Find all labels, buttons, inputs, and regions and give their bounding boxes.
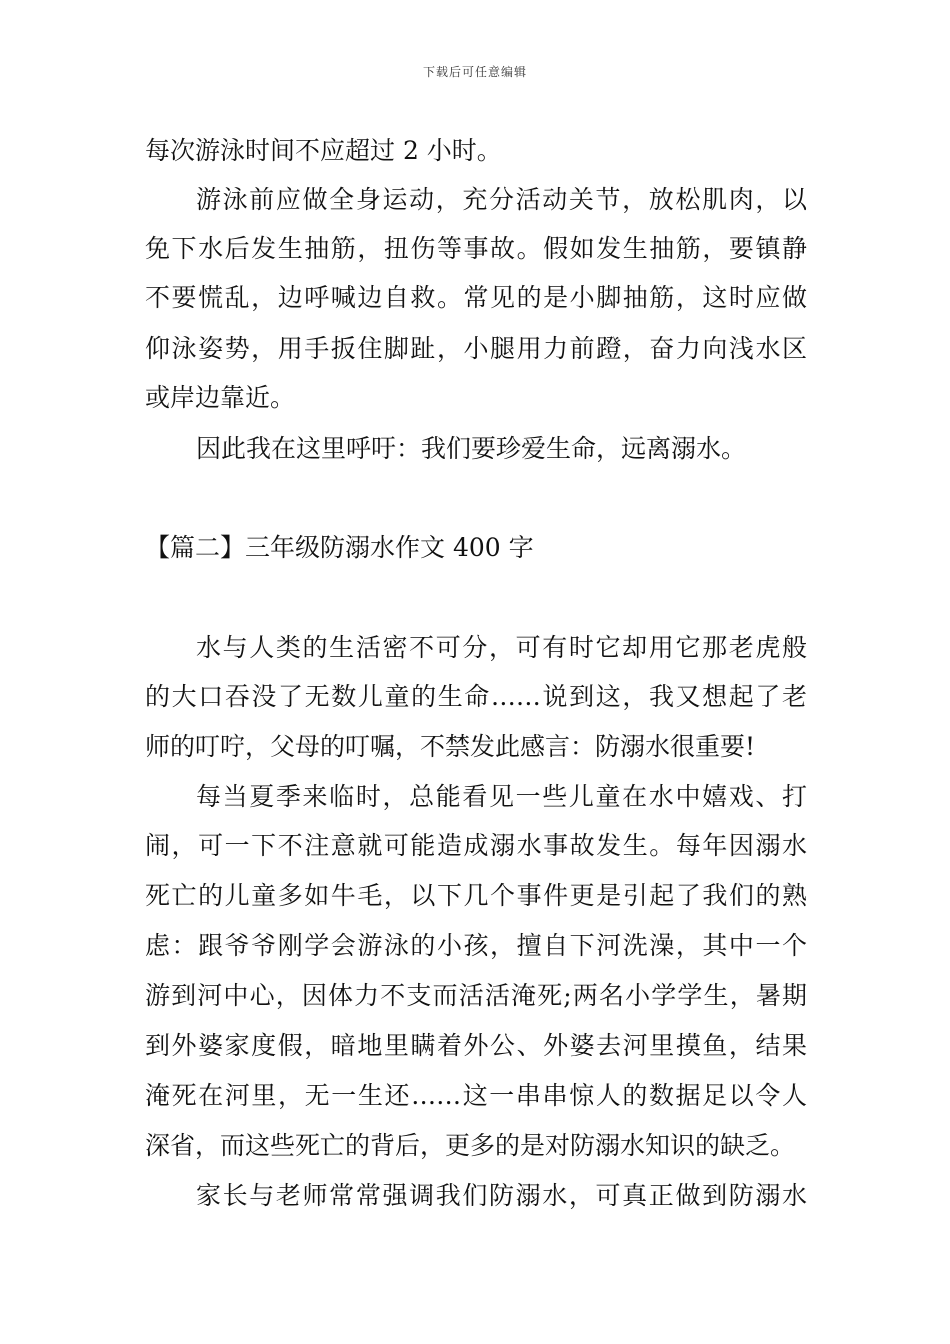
paragraph-5-line-4: 虑：跟爷爷刚学会游泳的小孩，擅自下河洗澡，其中一个 (145, 931, 807, 960)
paragraph-5-line-6: 到外婆家度假，暗地里瞒着外公、外婆去河里摸鱼，结果 (145, 1031, 807, 1060)
paragraph-2-line-3: 不要慌乱，边呼喊边自救。常见的是小脚抽筋，这时应做 (145, 283, 807, 312)
paragraph-2-line-5: 或岸边靠近。 (145, 383, 296, 412)
section-title: 【篇二】三年级防溺水作文 400 字 (145, 533, 534, 562)
paragraph-4-line-1: 水与人类的生活密不可分，可有时它却用它那老虎般 (196, 633, 807, 662)
paragraph-2-line-2: 免下水后发生抽筋，扭伤等事故。假如发生抽筋，要镇静 (145, 234, 807, 263)
paragraph-5-line-1: 每当夏季来临时，总能看见一些儿童在水中嬉戏、打 (196, 782, 807, 811)
paragraph-5-line-5: 游到河中心，因体力不支而活活淹死;两名小学学生，暑期 (145, 981, 807, 1010)
paragraph-3-line-1: 因此我在这里呼吁：我们要珍爱生命，远离溺水。 (196, 434, 747, 463)
paragraph-5-line-3: 死亡的儿童多如牛毛，以下几个事件更是引起了我们的熟 (145, 881, 807, 910)
paragraph-5-line-2: 闹，可一下不注意就可能造成溺水事故发生。每年因溺水 (145, 831, 807, 860)
paragraph-4-line-3: 师的叮咛，父母的叮嘱，不禁发此感言：防溺水很重要! (145, 732, 756, 761)
paragraph-5-line-7: 淹死在河里，无一生还……这一串串惊人的数据足以令人 (145, 1081, 807, 1110)
paragraph-1-line-1: 每次游泳时间不应超过 2 小时。 (145, 136, 502, 165)
paragraph-2-line-1: 游泳前应做全身运动，充分活动关节，放松肌肉，以 (196, 185, 807, 214)
paragraph-6-line-1: 家长与老师常常强调我们防溺水，可真正做到防溺水 (196, 1181, 807, 1210)
page-header: 下载后可任意编辑 (422, 65, 527, 79)
paragraph-4-line-2: 的大口吞没了无数儿童的生命……说到这，我又想起了老 (145, 682, 807, 711)
paragraph-2-line-4: 仰泳姿势，用手扳住脚趾，小腿用力前蹬，奋力向浅水区 (145, 334, 807, 363)
paragraph-5-line-8: 深省，而这些死亡的背后，更多的是对防溺水知识的缺乏。 (145, 1131, 796, 1160)
